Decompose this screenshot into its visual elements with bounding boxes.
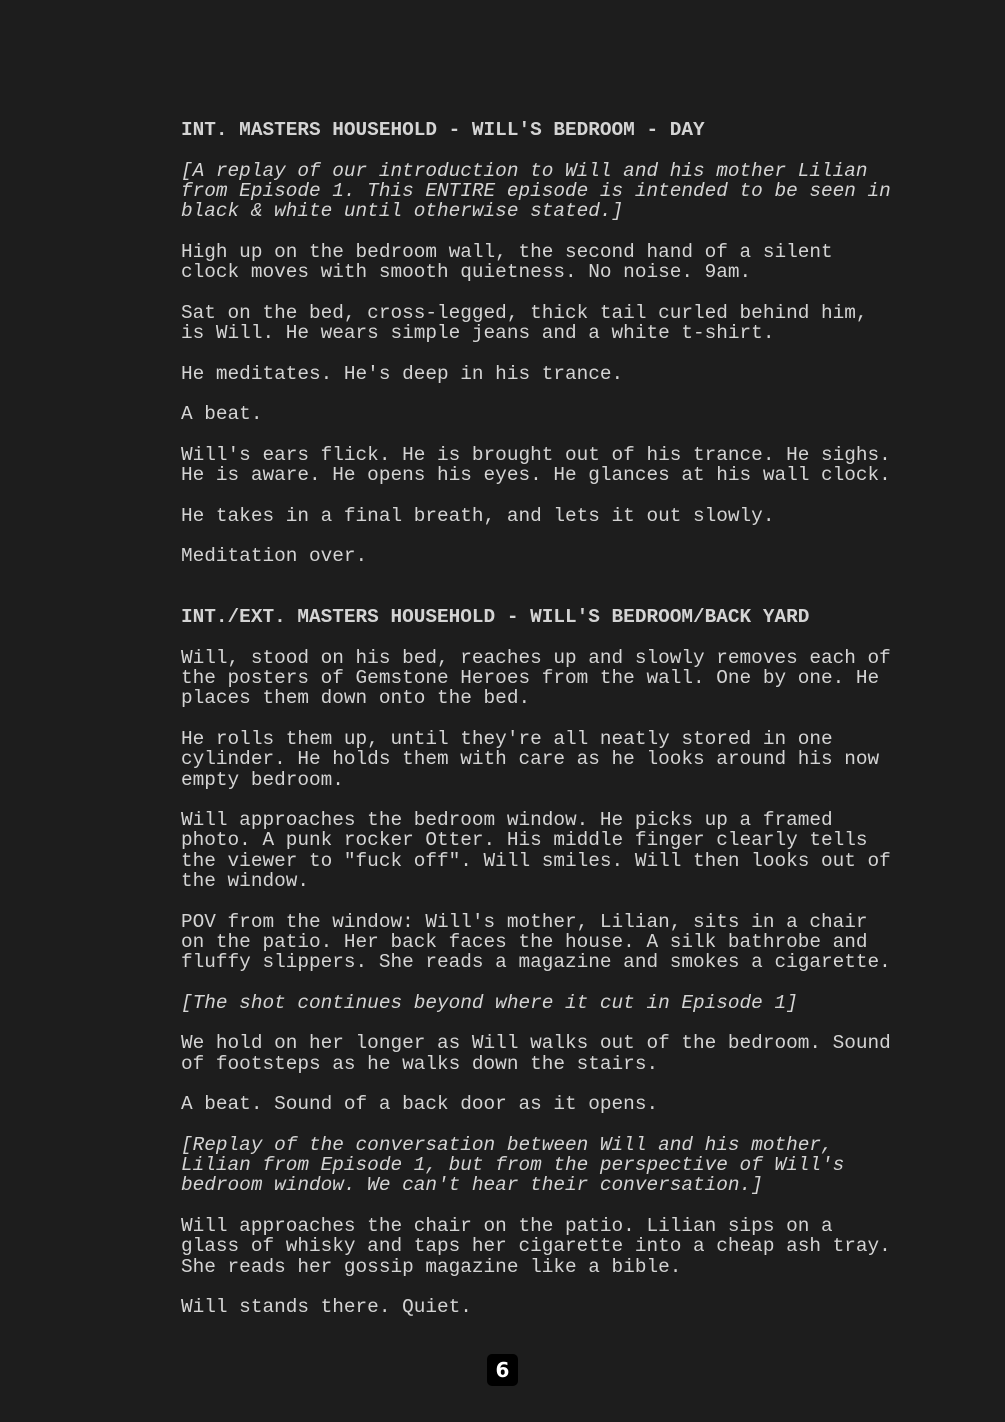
action-line: Will, stood on his bed, reaches up and slowly removes each of bbox=[181, 646, 891, 669]
note-line: [The shot continues beyond where it cut in Episode 1] bbox=[181, 991, 798, 1014]
action-line: the posters of Gemstone Heroes from the wall. One by one. He bbox=[181, 667, 880, 690]
action-paragraph bbox=[181, 445, 941, 486]
scene-heading bbox=[181, 120, 941, 140]
note-line: [Replay of the conversation between Will and his mother, bbox=[181, 1133, 833, 1156]
action-line: on the patio. Her back faces the house. A silk bathrobe and bbox=[181, 930, 868, 953]
note-line: black & white until otherwise stated.] bbox=[181, 200, 624, 223]
action-paragraph bbox=[181, 364, 941, 384]
action-line: cylinder. He holds them with care as he looks around his now bbox=[181, 748, 880, 771]
action-paragraph bbox=[181, 404, 941, 424]
note-line: [A replay of our introduction to Will and his mother Lilian bbox=[181, 159, 868, 182]
action-line: He rolls them up, until they're all neatly stored in one bbox=[181, 727, 833, 750]
action-line: Meditation over. bbox=[181, 545, 368, 568]
action-line: clock moves with smooth quietness. No noise. 9am. bbox=[181, 261, 752, 284]
action-line: places them down onto the bed. bbox=[181, 687, 531, 710]
action-paragraph bbox=[181, 242, 941, 283]
action-line: He takes in a final breath, and lets it out slowly. bbox=[181, 504, 775, 527]
action-paragraph bbox=[181, 1297, 941, 1317]
action-line: High up on the bedroom wall, the second hand of a silent bbox=[181, 240, 833, 263]
action-line: Sat on the bed, cross-legged, thick tail curled behind him, bbox=[181, 301, 868, 324]
action-line: A beat. Sound of a back door as it opens. bbox=[181, 1093, 659, 1116]
action-line: empty bedroom. bbox=[181, 768, 344, 791]
action-line: She reads her gossip magazine like a bible. bbox=[181, 1255, 682, 1278]
page-number-badge: 6 bbox=[487, 1354, 518, 1386]
action-paragraph bbox=[181, 648, 941, 709]
note-line: bedroom window. We can't hear their conversation.] bbox=[181, 1174, 763, 1197]
action-line: Will approaches the chair on the patio. Lilian sips on a bbox=[181, 1215, 833, 1238]
action-line: the viewer to "fuck off". Will smiles. Will then looks out of bbox=[181, 849, 891, 872]
action-line: is Will. He wears simple jeans and a white t-shirt. bbox=[181, 321, 775, 344]
action-line: fluffy slippers. She reads a magazine and smokes a cigarette. bbox=[181, 951, 891, 974]
action-paragraph bbox=[181, 1216, 941, 1277]
action-line: Will approaches the bedroom window. He picks up a framed bbox=[181, 809, 833, 832]
action-line: He meditates. He's deep in his trance. bbox=[181, 362, 624, 385]
action-paragraph bbox=[181, 303, 941, 344]
stage-note bbox=[181, 161, 941, 222]
action-line: We hold on her longer as Will walks out of the bedroom. Sound bbox=[181, 1032, 891, 1055]
stage-note bbox=[181, 1135, 941, 1196]
action-line: Will stands there. Quiet. bbox=[181, 1296, 472, 1319]
action-line: A beat. bbox=[181, 403, 263, 426]
note-line: from Episode 1. This ENTIRE episode is intended to be seen in bbox=[181, 179, 891, 202]
action-line: Will's ears flick. He is brought out of his trance. He sighs. bbox=[181, 443, 891, 466]
action-paragraph bbox=[181, 810, 941, 891]
action-line: photo. A punk rocker Otter. His middle finger clearly tells bbox=[181, 829, 868, 852]
note-line: Lilian from Episode 1, but from the perspective of Will's bbox=[181, 1154, 845, 1177]
action-line: of footsteps as he walks down the stairs. bbox=[181, 1052, 659, 1075]
action-paragraph bbox=[181, 1033, 941, 1074]
scene-heading bbox=[181, 607, 941, 627]
action-line: glass of whisky and taps her cigarette into a cheap ash tray. bbox=[181, 1235, 891, 1258]
scene-heading-text: INT./EXT. MASTERS HOUSEHOLD - WILL'S BEDROOM/BACK YARD bbox=[181, 606, 810, 629]
action-paragraph bbox=[181, 546, 941, 566]
action-paragraph bbox=[181, 1094, 941, 1114]
script-page bbox=[181, 120, 941, 1338]
scene-heading-text: INT. MASTERS HOUSEHOLD - WILL'S BEDROOM - DAY bbox=[181, 119, 705, 141]
stage-note bbox=[181, 993, 941, 1013]
action-line: the window. bbox=[181, 869, 309, 892]
action-line: He is aware. He opens his eyes. He glances at his wall clock. bbox=[181, 464, 891, 487]
action-line: POV from the window: Will's mother, Lilian, sits in a chair bbox=[181, 910, 868, 933]
action-paragraph bbox=[181, 912, 941, 973]
action-paragraph bbox=[181, 729, 941, 790]
action-paragraph bbox=[181, 506, 941, 526]
